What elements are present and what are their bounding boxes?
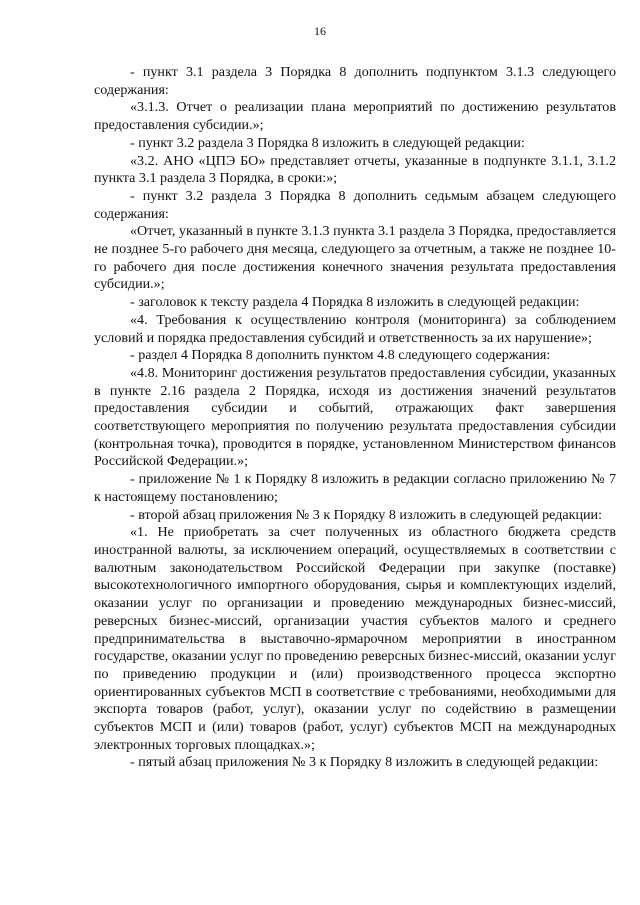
paragraph: «Отчет, указанный в пункте 3.1.3 пункта 3.1 раздела 3 Порядка, предоставляется не позднее 5-го рабочего дня месяца, следующего за отчетным, а также не позднее 10-го рабочего дня после достижения конечного значения результата предоставления субсидии.»; <box>94 223 616 293</box>
paragraph: «4. Требования к осуществлению контроля (мониторинга) за соблюдением условий и порядка предоставления субсидий и ответственность за их нарушение»; <box>94 311 616 346</box>
paragraph: - раздел 4 Порядка 8 дополнить пунктом 4.8 следующего содержания: <box>130 347 551 364</box>
page-number: 16 <box>314 24 326 38</box>
paragraph: - пункт 3.2 раздела 3 Порядка 8 дополнить седьмым абзацем следующего содержания: <box>94 187 616 222</box>
paragraph: - приложение № 1 к Порядку 8 изложить в редакции согласно приложению № 7 к настоящему постановлению; <box>94 471 616 505</box>
document-body <box>94 64 616 772</box>
paragraph: - второй абзац приложения № 3 к Порядку 8 изложить в следующей редакции: <box>130 506 603 523</box>
paragraph: - пункт 3.1 раздела 3 Порядка 8 дополнить подпунктом 3.1.3 следующего содержания: <box>94 64 616 98</box>
paragraph: «4.8. Мониторинг достижения результатов предоставления субсидии, указанных в пункте 2.16 раздела 2 Порядка, исходя из достижения значений результатов предоставления субсидии и событий, отражающих факт завершения соответствующего мероприятия по получению результата предоставления субсидии (контрольная точка), проводится в порядке, установленном Министерством финансов Российской Федерации.»; <box>94 364 616 470</box>
paragraph: - пятый абзац приложения № 3 к Порядку 8 изложить в следующей редакции: <box>130 754 599 771</box>
paragraph: «1. Не приобретать за счет полученных из областного бюджета средств иностранной валюты, за исключением операций, осуществляемых в соответствии с валютным законодательством Российской Федерации при закупке (поставке) высокотехнологичного импортного оборудования, сырья и комплектующих изделий, оказании услуг по организации и проведению международных бизнес-миссий, реверсных бизнес-миссий, организации участия субъектов малого и среднего предпринимательства в выставочно-ярмарочном мероприятии в иностранном государстве, оказании услуг по проведению реверсных бизнес-миссий, оказании услуг по приведению продукции и (или) производственного процесса экспортно ориентированных субъектов МСП в соответствие с требованиями, необходимыми для экспорта товаров (работ, услуг), оказании услуг по содействию в размещении субъектов МСП и (или) товаров (работ, услуг) субъектов МСП на международных электронных торговых площадках.»; <box>94 524 616 753</box>
paragraph: «3.1.3. Отчет о реализации плана мероприятий по достижению результатов предоставления субсидии.»; <box>94 99 616 134</box>
paragraph: - заголовок к тексту раздела 4 Порядка 8 изложить в следующей редакции: <box>130 294 580 311</box>
paragraph: - пункт 3.2 раздела 3 Порядка 8 изложить в следующей редакции: <box>130 134 525 151</box>
paragraph: «3.2. АНО «ЦПЭ БО» представляет отчеты, указанные в подпункте 3.1.1, 3.1.2 пункта 3.1 раздела 3 Порядка, в сроки:»; <box>94 152 616 187</box>
